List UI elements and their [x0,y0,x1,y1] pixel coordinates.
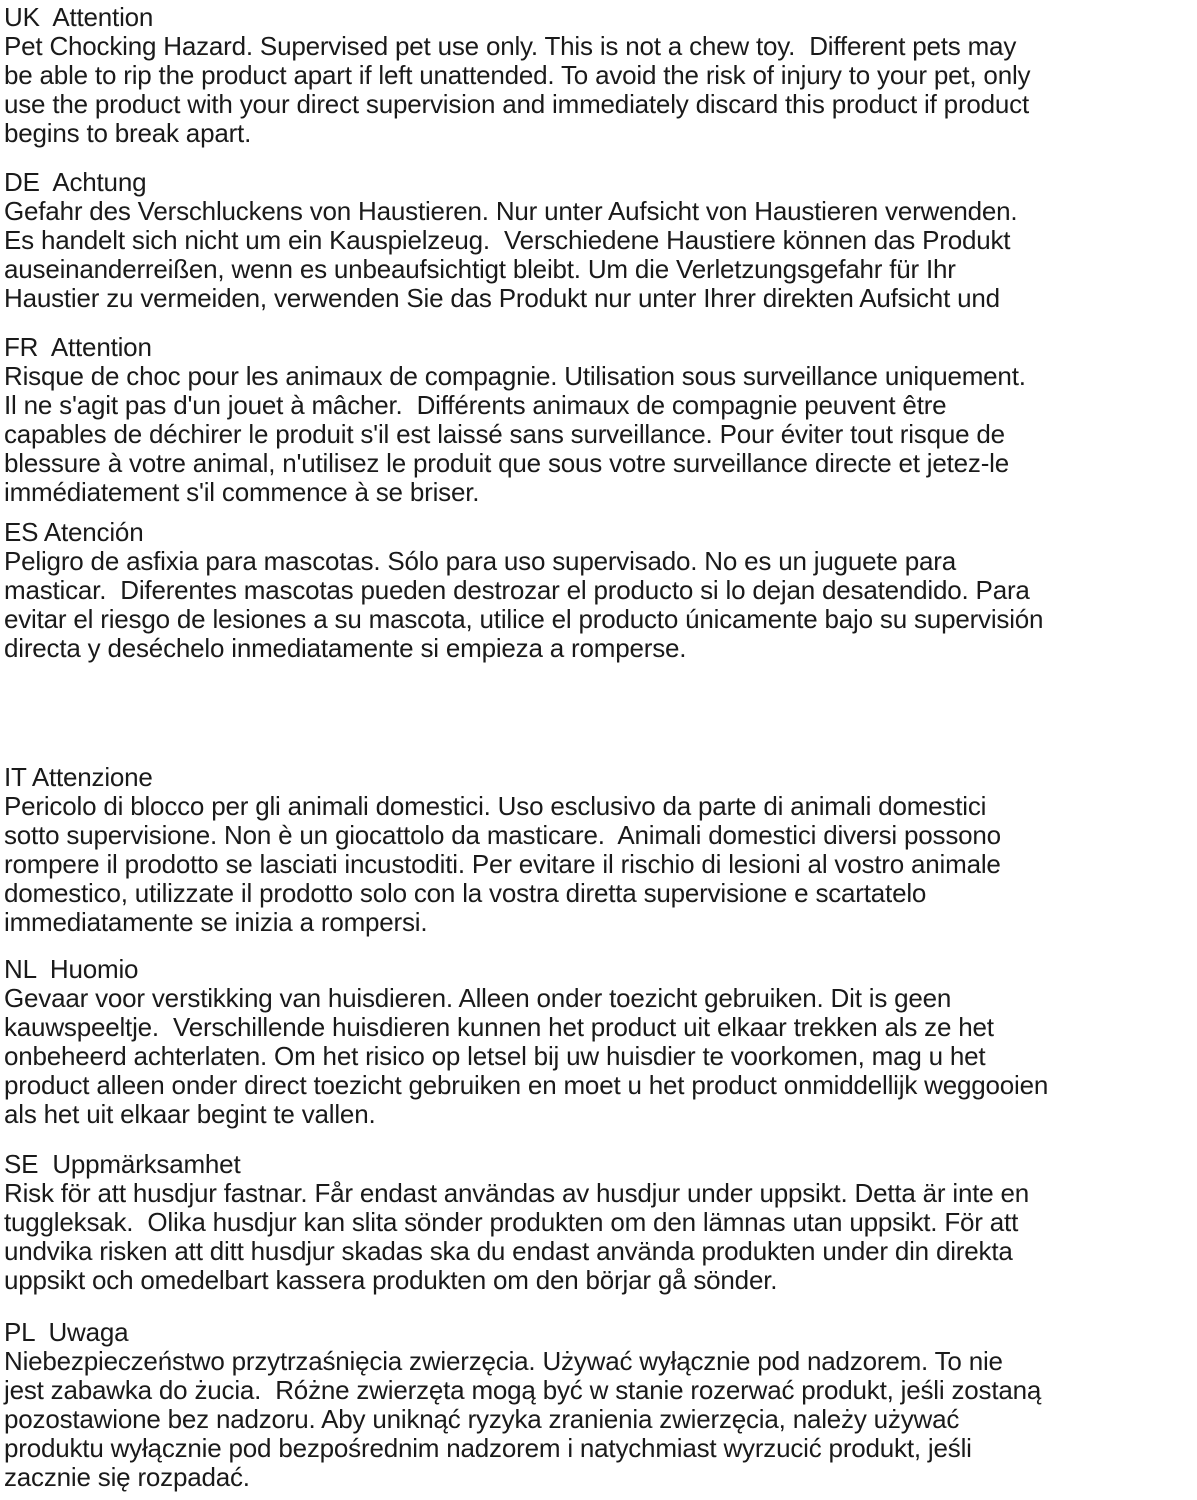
text-line: uppsikt och omedelbart kassera produkten om den börjar gå sönder. [4,1265,778,1295]
text-line: directa y deséchelo inmediatamente si empieza a romperse. [4,633,687,663]
text-line: pozostawione bez nadzoru. Aby uniknąć ryzyka zranienia zwierzęcia, należy używać [4,1404,960,1434]
text-line: domestico, utilizzate il prodotto solo con la vostra diretta supervisione e scartatelo [4,878,927,908]
text-line: Haustier zu vermeiden, verwenden Sie das Produkt nur unter Ihrer direkten Aufsicht und [4,283,1000,313]
text-line: capables de déchirer le produit s'il est laissé sans surveillance. Pour éviter tout risque de [4,419,1005,449]
warning-section-pl [4,1318,1197,1492]
text-line: Pet Chocking Hazard. Supervised pet use only. This is not a chew toy. Different pets may [4,31,1017,61]
section-heading-uk: UK Attention [4,2,154,32]
text-line: jest zabawka do żucia. Różne zwierzęta mogą być w stanie rozerwać produkt, jeśli zostaną [4,1375,1042,1405]
text-line: tuggleksak. Olika husdjur kan slita sönder produkten om den lämnas utan uppsikt. För att [4,1207,1019,1237]
warning-section-it [4,763,1197,937]
section-heading-se: SE Uppmärksamhet [4,1149,241,1179]
section-heading-it: IT Attenzione [4,762,153,792]
text-line: onbeheerd achterlaten. Om het risico op letsel bij uw huisdier te voorkomen, mag u het [4,1041,986,1071]
text-line: use the product with your direct supervision and immediately discard this product if product [4,89,1030,119]
text-line: evitar el riesgo de lesiones a su mascota, utilice el producto únicamente bajo su supervisión [4,604,1044,634]
warning-section-se [4,1150,1197,1295]
text-line: Peligro de asfixia para mascotas. Sólo para uso supervisado. No es un juguete para [4,546,956,576]
warning-section-de [4,168,1197,313]
text-line: als het uit elkaar begint te vallen. [4,1099,376,1129]
text-line: produktu wyłącznie pod bezpośrednim nadzorem i natychmiast wyrzucić produkt, jeśli [4,1433,972,1463]
text-line: blessure à votre animal, n'utilisez le produit que sous votre surveillance directe et jetez-le [4,448,1010,478]
text-line: rompere il prodotto se lasciati incustoditi. Per evitare il rischio di lesioni al vostro animale [4,849,1001,879]
text-line: immediatamente se inizia a rompersi. [4,907,428,937]
section-heading-de: DE Achtung [4,167,147,197]
text-line: Es handelt sich nicht um ein Kauspielzeug. Verschiedene Haustiere können das Produkt [4,225,1011,255]
warning-section-fr [4,333,1197,507]
section-heading-es: ES Atención [4,517,144,547]
text-line: zacznie się rozpadać. [4,1462,250,1492]
section-heading-fr: FR Attention [4,332,152,362]
text-line: Gevaar voor verstikking van huisdieren. Alleen onder toezicht gebruiken. Dit is geen [4,983,952,1013]
text-line: undvika risken att ditt husdjur skadas ska du endast använda produkten under din direkta [4,1236,1013,1266]
text-line: product alleen onder direct toezicht gebruiken en moet u het product onmiddellijk weggooien [4,1070,1049,1100]
text-line: Risk för att husdjur fastnar. Får endast användas av husdjur under uppsikt. Detta är inte en [4,1178,1030,1208]
text-line: auseinanderreißen, wenn es unbeaufsichtigt bleibt. Um die Verletzungsgefahr für Ihr [4,254,956,284]
text-line: be able to rip the product apart if left unattended. To avoid the risk of injury to your pet, only [4,60,1031,90]
text-line: Risque de choc pour les animaux de compagnie. Utilisation sous surveillance uniquement. [4,361,1026,391]
text-line: Niebezpieczeństwo przytrzaśnięcia zwierzęcia. Używać wyłącznie pod nadzorem. To nie [4,1346,1003,1376]
warning-section-es [4,518,1197,663]
text-line: sotto supervisione. Non è un giocattolo da masticare. Animali domestici diversi possono [4,820,1001,850]
section-heading-nl: NL Huomio [4,954,139,984]
text-line: masticar. Diferentes mascotas pueden destrozar el producto si lo dejan desatendido. Para [4,575,1030,605]
text-line: Pericolo di blocco per gli animali domestici. Uso esclusivo da parte di animali domestici [4,791,987,821]
text-line: kauwspeeltje. Verschillende huisdieren kunnen het product uit elkaar trekken als ze het [4,1012,994,1042]
section-heading-pl: PL Uwaga [4,1317,129,1347]
text-line: Gefahr des Verschluckens von Haustieren. Nur unter Aufsicht von Haustieren verwenden. [4,196,1018,226]
warning-section-uk [4,3,1197,148]
text-line: Il ne s'agit pas d'un jouet à mâcher. Différents animaux de compagnie peuvent être [4,390,947,420]
text-line: immédiatement s'il commence à se briser. [4,477,480,507]
text-line: begins to break apart. [4,118,252,148]
warning-section-nl [4,955,1197,1129]
